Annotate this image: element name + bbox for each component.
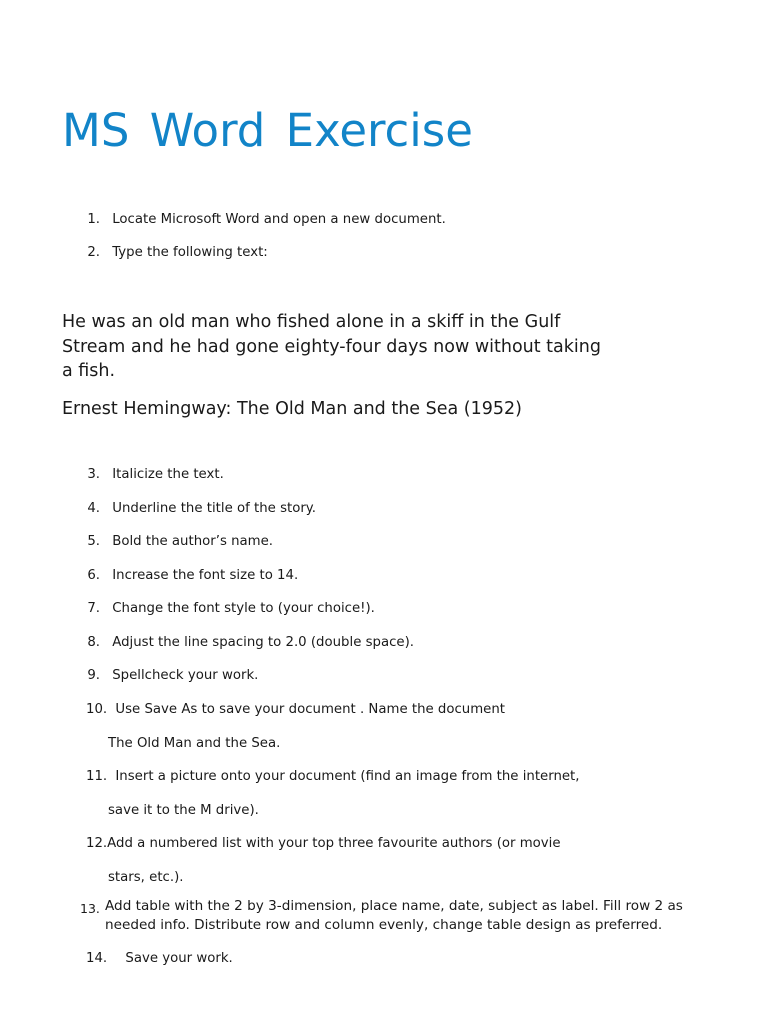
- list-text: Add table with the 2 by 3-dimension, place name, date, subject as label. Fill row 2 as: [105, 898, 683, 914]
- list-number: 3.: [87, 467, 100, 482]
- list-text: Use Save As to save your document . Name the document: [115, 702, 505, 717]
- list-text: Change the font style to (your choice!).: [112, 601, 375, 616]
- list-number: 2.: [87, 245, 100, 260]
- list-number: 11.: [86, 769, 108, 784]
- list-number: 10.: [86, 702, 108, 717]
- list-text: Locate Microsoft Word and open a new document.: [112, 212, 446, 227]
- list-text: Increase the font size to 14.: [112, 568, 299, 583]
- list-text: Italicize the text.: [112, 467, 224, 482]
- quote-line: Stream and he had gone eighty-four days now without taking: [62, 336, 601, 357]
- list-item: [86, 244, 268, 262]
- quote-line: He was an old man who fished alone in a skiff in the Gulf: [62, 312, 561, 332]
- list-text: Adjust the line spacing to 2.0 (double space).: [112, 635, 415, 650]
- quote-attribution: Ernest Hemingway: The Old Man and the Sea (1952): [62, 399, 522, 419]
- list-item: [86, 768, 580, 786]
- list-text: Bold the author’s name.: [112, 534, 274, 549]
- list-text: Underline the title of the story.: [112, 501, 317, 516]
- list-item: [86, 567, 298, 585]
- list-item: [86, 835, 561, 853]
- list-text: Insert a picture onto your document (find an image from the internet,: [115, 769, 580, 784]
- list-text: Type the following text:: [112, 245, 268, 260]
- quote-block: [62, 310, 602, 384]
- page-title: MS Word Exercise: [62, 104, 473, 157]
- list-item: [86, 600, 375, 618]
- list-item: [86, 533, 273, 551]
- list-item-continuation: The Old Man and the Sea.: [108, 736, 281, 751]
- list-item: [86, 667, 258, 685]
- list-item-continuation: needed info. Distribute row and column evenly, change table design as preferred.: [105, 917, 663, 933]
- list-item: [86, 466, 224, 484]
- list-number: 12.: [86, 836, 108, 851]
- list-item-continuation: stars, etc.).: [108, 870, 184, 885]
- list-item: [86, 500, 316, 518]
- list-item: [86, 701, 505, 719]
- list-text: Add a numbered list with your top three favourite authors (or movie: [107, 836, 561, 851]
- list-item: [86, 634, 414, 652]
- list-number: 9.: [87, 668, 100, 683]
- list-number: 14.: [86, 951, 108, 966]
- list-item-continuation: save it to the M drive).: [108, 803, 259, 818]
- list-item: [86, 950, 233, 968]
- list-text: Save your work.: [125, 951, 233, 966]
- list-text: Spellcheck your work.: [112, 668, 259, 683]
- list-number: 4.: [87, 501, 100, 516]
- list-number: 7.: [87, 601, 100, 616]
- list-number: 5.: [87, 534, 100, 549]
- list-item: [86, 211, 446, 229]
- list-number: 13.: [80, 901, 100, 916]
- quote-line: a fish.: [62, 361, 116, 381]
- list-number: 8.: [87, 635, 100, 650]
- list-number: 6.: [87, 568, 100, 583]
- list-number: 1.: [87, 212, 100, 227]
